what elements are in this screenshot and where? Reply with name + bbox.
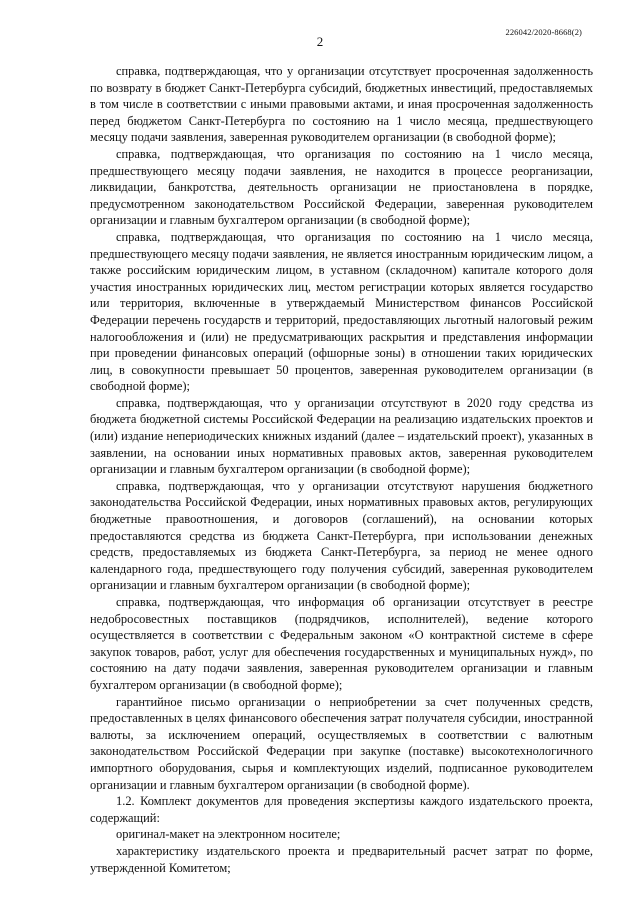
paragraph-section-1-2: 1.2. Комплект документов для проведения экспертизы каждого издательского проекта, содержащий: bbox=[90, 794, 593, 825]
paragraph-registry-certificate: справка, подтверждающая, что информация об организации отсутствует в реестре недобросовестных поставщиков (подрядчиков, исполнителей), ведение которого осуществляется в соответствии с Федеральным законом «О контрактной системе в сфере закупок товаров, работ, услуг для обеспечения государственных и муниципальных нужд», по состоянию на дату подачи заявления, заверенная руководителем организации и главным бухгалтером организации (в свободной форме); bbox=[90, 595, 593, 692]
paragraph-reorganization-certificate: справка, подтверждающая, что организация по состоянию на 1 число месяца, предшествующего месяцу подачи заявления, не находится в процессе реорганизации, ликвидации, банкротства, деятельность организации не приостановлена в порядке, предусмотренном законодательством Российской Федерации, заверенная руководителем организации и главным бухгалтером организации (в свободной форме); bbox=[90, 146, 593, 228]
paragraph-budget-funds-certificate: справка, подтверждающая, что у организации отсутствуют в 2020 году средства из бюджета бюджетной системы Российской Федерации на реализацию издательских проектов и (или) издание непериодических книжных изданий (далее – издательский проект), указанных в заявлении, на основании иных нормативных правовых актов, заверенная руководителем организации и главным бухгалтером организации (в свободной форме); bbox=[90, 395, 593, 477]
paragraph-foreign-entity-certificate: справка, подтверждающая, что организация по состоянию на 1 число месяца, предшествующего месяцу подачи заявления, не является иностранным юридическим лицом, а также российским юридическим лицом, в уставном (складочном) капитале которого доля участия иностранных юридических лиц, местом регистрации которых является государство или территория, включенные в утверждаемый Министерством финансов Российской Федерации перечень государств и территорий, предоставляющих льготный налоговый режим налогообложения и (или) не предусматривающих раскрытия и представления информации при проведении финансовых операций (офшорные зоны) в отношении таких юридических лиц, в совокупности превышает 50 процентов, заверенная руководителем организации (в свободной форме); bbox=[90, 229, 593, 394]
paragraph-guarantee-letter: гарантийное письмо организации о неприобретении за счет полученных средств, предоставленных в целях финансового обеспечения затрат получателя субсидии, иностранной валюты, за исключением операций, осуществляемых в соответствии с валютным законодательством Российской Федерации при закупке (поставке) высокотехнологичного импортного оборудования, сырья и комплектующих изделий, подписанное руководителем организации и главным бухгалтером организации (в свободной форме). bbox=[90, 694, 593, 792]
page-number: 2 bbox=[316, 34, 324, 49]
paragraph-debt-certificate: справка, подтверждающая, что у организации отсутствует просроченная задолженность по возврату в бюджет Санкт-Петербурга субсидий, бюджетных инвестиций, предоставляемых в том числе в соответствии с иными правовыми актами, и иная просроченная задолженность перед бюджетом Санкт-Петербурга по состоянию на 1 число месяца, предшествующего месяцу подачи заявления, заверенная руководителем организации (в свободной форме); bbox=[90, 64, 593, 145]
document-id: 226042/2020-8668(2) bbox=[505, 27, 582, 37]
paragraph-violations-certificate: справка, подтверждающая, что у организации отсутствуют нарушения бюджетного законодательства Российской Федерации, иных нормативных правовых актов, регулирующих бюджетные правоотношения, и договоров (соглашений), на основании которых предоставляются средства из бюджета Санкт-Петербурга, при использовании денежных средств, предоставляемых из бюджета Санкт-Петербурга, за период не менее одного календарного года, предшествующего году получения субсидий, заверенная руководителем организации и главным бухгалтером организации (в свободной форме); bbox=[90, 478, 593, 593]
paragraph-project-characteristics: характеристику издательского проекта и предварительный расчет затрат по форме, утвержденной Комитетом; bbox=[90, 843, 593, 875]
paragraph-original-layout: оригинал-макет на электронном носителе; bbox=[116, 827, 341, 842]
document-body bbox=[90, 63, 593, 876]
